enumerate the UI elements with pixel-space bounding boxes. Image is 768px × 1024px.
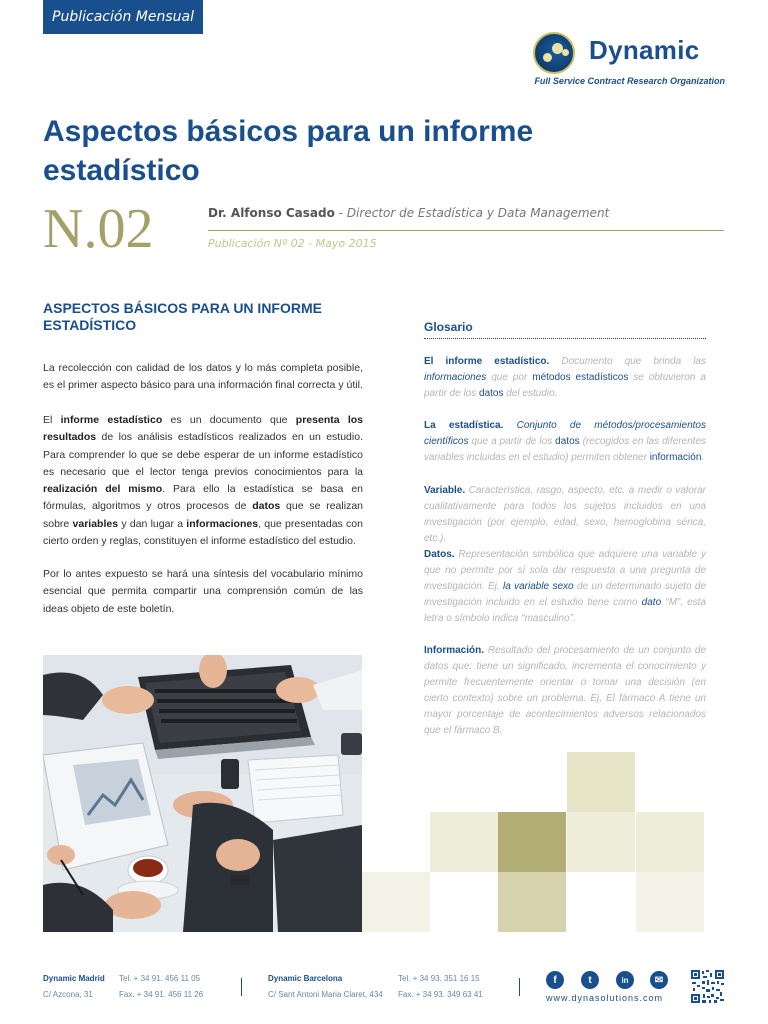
meeting-photo-illustration: [43, 655, 362, 932]
page-title: Aspectos básicos para un informe estadístico: [43, 115, 534, 187]
author-name: Dr. Alfonso Casado: [208, 206, 335, 220]
glossary-entry-informacion: Información. Resultado del procesamiento de un conjunto de datos que: tiene un significado, incrementa el conocimiento y permite frecuentemente orientar o tomar una decisión (en cierto contexto) sobre un problema. Ej, El fármaco A tiene un mayor porcentaje de acontecimientos adversos relacionados que el fármaco B.: [424, 645, 706, 736]
website-link[interactable]: www.dynasolutions.com: [546, 993, 664, 1003]
paragraph-intro: La recolección con calidad de los datos y lo más completa posible, es el primer aspecto básico para una información final correcta y útil.: [43, 362, 363, 392]
glossary-entry-datos: Datos. Representación simbólica que adquiere una variable y que no permite por sí sola dar respuesta a una pregunta de investigación. Ej, la variable sexo de un determinado sujeto de investigación incluido en el estudio tiene como dato “M”, esta letra o símbolo indica “masculino”.: [424, 549, 706, 624]
footer-madrid-fax: Fax. + 34 91. 456 11 26: [119, 990, 204, 999]
facebook-icon[interactable]: f: [546, 971, 564, 989]
logo-mark-icon: [533, 32, 575, 74]
publication-badge: Publicación Mensual: [43, 0, 203, 34]
logo-tagline: Full Service Contract Research Organization: [534, 76, 725, 86]
meeting-photo: [43, 655, 362, 932]
footer-divider: [241, 978, 242, 996]
paragraph-informe: El informe estadístico es un documento que presenta los resultados de los análisis estadísticos realizados en un estudio. Para comprender lo que se debe esperar de un informe estadístico es necesario que el lector tenga previos conocimientos para la realización del mismo. Para ello la estadística se basa en fórmulas, algoritmos y otros procesos de datos que se realizan sobre variables y dan lugar a informaciones, que presentadas con cierto orden y reglas, constituyen el informe estadístico del estudio.: [43, 414, 364, 548]
qr-code-icon[interactable]: [691, 970, 724, 1003]
dynamic-logo[interactable]: [533, 32, 733, 92]
author-line: [208, 206, 609, 220]
footer-barcelona-fax: Fax. + 34 93. 349 63 41: [398, 990, 483, 999]
linkedin-icon[interactable]: in: [616, 971, 634, 989]
glossary-entry-variable: Variable. Característica, rasgo, aspecto, etc. a medir o valorar cualitativamente para todos los sujetos incluidos en una investigación (por ejemplo, edad, sexo, hemoglobina sérica, etc.).: [424, 485, 706, 544]
footer-barcelona-name: Dynamic Barcelona: [268, 974, 343, 983]
glossary-heading: Glosario: [424, 320, 473, 334]
footer-barcelona-address: C/ Sant Antoni Maria Claret, 434: [268, 990, 383, 999]
glossary-entry-informe: El informe estadístico. Documento que brinda las informaciones que por métodos estadísticos se obtuvieron a partir de los datos del estudio.: [424, 356, 706, 399]
email-icon[interactable]: ✉: [650, 971, 668, 989]
twitter-icon[interactable]: t: [581, 971, 599, 989]
footer-divider: [519, 978, 520, 996]
section-heading: ASPECTOS BÁSICOS PARA UN INFORME ESTADÍSTICO: [43, 300, 322, 333]
logo-wordmark: Dynamic: [589, 35, 700, 65]
footer-madrid-address: C/ Azcona, 31: [43, 990, 93, 999]
glossary-divider: [424, 338, 706, 339]
byline-divider: [208, 230, 724, 231]
glossary-entry-estadistica: La estadística. Conjunto de métodos/procesamientos científicos que a partir de los datos (recogidos en las diferentes variables incluidas en el estudio) permiten obtener información.: [424, 420, 706, 463]
footer-madrid-tel: Tel. + 34 91. 456 11 05: [119, 974, 201, 983]
issue-number: N.02: [43, 198, 154, 260]
paragraph-summary: Por lo antes expuesto se hará una síntesis del vocabulario mínimo esencial que permita compartir una comprensión común de las ideas objeto de este boletín.: [43, 568, 363, 615]
author-role: - Director de Estadística y Data Management: [334, 206, 610, 220]
footer-madrid-name: Dynamic Madrid: [43, 974, 105, 983]
publication-info: Publicación Nº 02 - Mayo 2015: [208, 237, 377, 250]
footer-barcelona-tel: Tel. + 34 93. 351 16 15: [398, 974, 480, 983]
